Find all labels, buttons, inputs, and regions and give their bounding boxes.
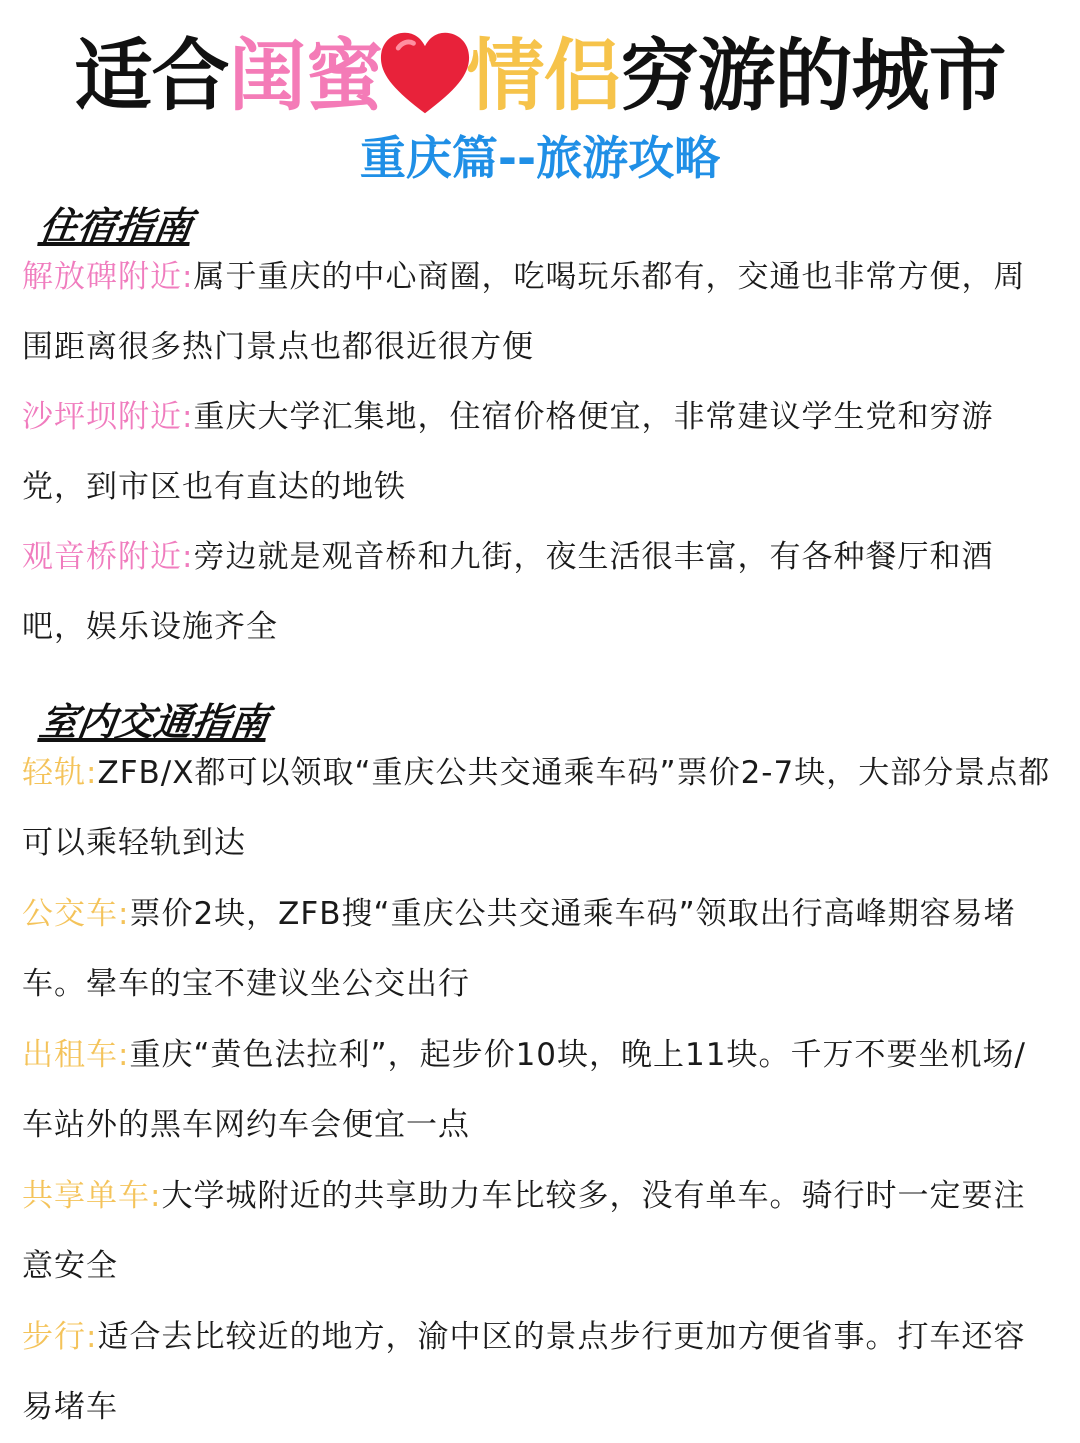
entry-text: 旁边就是观音桥和九街，夜生活很丰富，有各种餐厅和酒吧，娱乐设施齐全 [22, 539, 994, 645]
entry-text: 属于重庆的中心商圈，吃喝玩乐都有，交通也非常方便，周围距离很多热门景点也都很近很方便 [22, 259, 1026, 365]
entry-text: 重庆“黄色法拉利”，起步价10块，晚上11块。千万不要坐机场/车站外的黑车网约车会便宜一点 [22, 1037, 1026, 1143]
entry-label: 观音桥附近: [22, 539, 194, 575]
accommodation-entry-guanyinqiao [22, 522, 1052, 662]
title-part-4: 穷游的城市 [620, 31, 1006, 122]
entry-text: 票价2块，ZFB搜“重庆公共交通乘车码”领取出行高峰期容易堵车。晕车的宝不建议坐公交出行 [22, 896, 1016, 1002]
entry-label: 出租车: [22, 1037, 130, 1073]
title-part-3: 情侣 [466, 31, 621, 122]
entry-text: 大学城附近的共享助力车比较多，没有单车。骑行时一定要注意安全 [22, 1178, 1026, 1284]
transport-entry-light-rail [22, 738, 1052, 878]
entry-label: 沙坪坝附近: [22, 399, 194, 435]
entry-text: ZFB/X都可以领取“重庆公共交通乘车码”票价2-7块，大部分景点都可以乘轻轨到达 [22, 755, 1051, 861]
page-title [0, 22, 1080, 122]
accommodation-entry-jiefangbei [22, 242, 1052, 382]
entry-text: 适合去比较近的地方，渝中区的景点步行更加方便省事。打车还容易堵车 [22, 1319, 1026, 1425]
transport-entry-shared-bike [22, 1161, 1052, 1301]
entry-label: 公交车: [22, 896, 130, 932]
entry-label: 轻轨: [22, 755, 98, 791]
transport-entry-taxi [22, 1020, 1052, 1160]
entry-label: 步行: [22, 1319, 98, 1355]
heart-icon [377, 27, 473, 119]
accommodation-entry-shapingba [22, 382, 1052, 522]
title-part-2: 闺蜜 [228, 31, 383, 122]
transport-entry-bus [22, 879, 1052, 1019]
transport-entry-walking [22, 1302, 1052, 1442]
section-title-accommodation: 住宿指南 [36, 204, 196, 248]
entry-text: 重庆大学汇集地，住宿价格便宜，非常建议学生党和穷游党，到市区也有直达的地铁 [22, 399, 994, 505]
title-part-1: 适合 [74, 31, 229, 122]
subtitle: 重庆篇--旅游攻略 [359, 131, 721, 185]
section-title-transport: 室内交通指南 [36, 700, 272, 744]
entry-label: 解放碑附近: [22, 259, 194, 295]
entry-label: 共享单车: [22, 1178, 162, 1214]
